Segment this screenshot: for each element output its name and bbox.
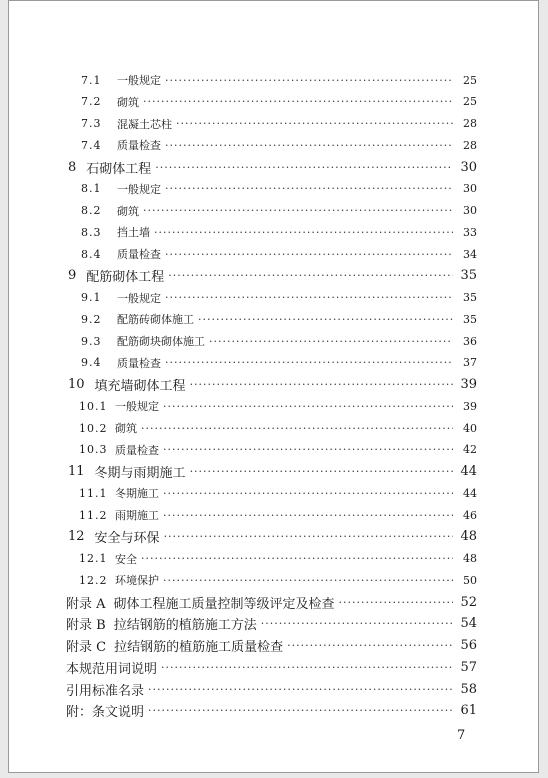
- toc-leader-dots: [163, 400, 453, 413]
- toc-entry-title: 砌筑: [117, 204, 139, 218]
- toc-entry-title: 砌体工程施工质量控制等级评定及检查: [113, 596, 335, 612]
- toc-entry-title: 一般规定: [117, 74, 161, 87]
- toc-leader-dots: [164, 530, 453, 543]
- toc-entry[interactable]: [68, 461, 477, 483]
- toc-entry-title: 冬期施工: [115, 487, 159, 501]
- toc-leader-dots: [141, 552, 453, 565]
- toc-leader-dots: [154, 226, 453, 239]
- toc-entry-number: 8.3: [81, 225, 102, 239]
- toc-entry-title: 一般规定: [117, 182, 161, 196]
- toc-entry-page: 42: [463, 443, 477, 457]
- toc-entry[interactable]: [81, 352, 477, 374]
- toc-entry-page: 52: [460, 594, 477, 610]
- toc-entry-title: 环境保护: [115, 574, 159, 588]
- toc-entry-page: 39: [460, 377, 477, 392]
- toc-entry-number: 8.2: [81, 204, 102, 217]
- toc-entry-title: 质量检查: [117, 139, 161, 153]
- toc-entry-page: 35: [460, 268, 477, 284]
- toc-entry-number: 附录 A: [66, 596, 106, 612]
- toc-entry-title: 挡土墙: [117, 226, 150, 240]
- toc-entry-number: 10.3: [79, 443, 108, 457]
- toc-entry-page: 35: [463, 312, 477, 326]
- toc-entry[interactable]: [81, 200, 477, 222]
- toc-entry[interactable]: [81, 134, 477, 156]
- toc-entry-page: 30: [460, 159, 477, 175]
- toc-leader-dots: [148, 683, 453, 696]
- toc-entry-number: 9.3: [81, 334, 102, 348]
- toc-entry-page: 46: [463, 508, 477, 522]
- toc-entry-page: 34: [463, 247, 477, 261]
- toc-entry-title: 质量检查: [117, 356, 161, 370]
- toc-entry[interactable]: [68, 265, 477, 287]
- toc-entry-title: 拉结钢筋的植筋施工质量检查: [114, 640, 284, 655]
- toc-entry[interactable]: [68, 156, 477, 178]
- toc-entry-page: 50: [463, 573, 477, 587]
- toc-entry-title: 附：条文说明: [66, 705, 145, 721]
- toc-leader-dots: [261, 617, 453, 630]
- toc-entry-page: 25: [463, 95, 477, 109]
- toc-entry[interactable]: [81, 243, 477, 265]
- toc-entry-title: 冬期与雨期施工: [94, 466, 186, 481]
- toc-entry-page: 36: [463, 334, 477, 348]
- toc-leader-dots: [198, 313, 453, 326]
- toc-entry-number: 8.1: [81, 182, 102, 196]
- toc-entry[interactable]: [66, 700, 477, 722]
- toc-entry-page: 61: [460, 703, 477, 719]
- toc-entry-page: 33: [463, 225, 477, 239]
- toc-leader-dots: [163, 443, 453, 456]
- toc-leader-dots: [176, 117, 453, 130]
- toc-entry[interactable]: [66, 591, 477, 613]
- toc-entry[interactable]: [79, 504, 477, 526]
- toc-entry[interactable]: [66, 656, 477, 678]
- toc-entry-page: 28: [463, 138, 477, 152]
- toc-entry-number: 9.1: [81, 291, 102, 304]
- toc-leader-dots: [209, 335, 453, 348]
- toc-entry[interactable]: [81, 330, 477, 352]
- toc-entry[interactable]: [79, 417, 477, 439]
- toc-entry-title: 引用标准名录: [66, 683, 145, 699]
- toc-entry-number: 9.2: [81, 312, 102, 326]
- toc-entry-number: 12.1: [79, 552, 108, 565]
- toc-entry-title: 配筋砌体工程: [86, 270, 165, 286]
- toc-entry-page: 48: [463, 552, 477, 565]
- toc-entry-number: 7.3: [81, 117, 102, 130]
- toc-leader-dots: [339, 596, 453, 609]
- toc-entry-title: 本规范用词说明: [66, 661, 158, 677]
- toc-entry[interactable]: [79, 569, 477, 591]
- toc-leader-dots: [161, 661, 453, 674]
- document-page: [8, 0, 539, 773]
- toc-entry-title: 石砌体工程: [86, 161, 152, 177]
- toc-entry-number: 11: [68, 464, 85, 479]
- toc-entry-number: 9.4: [81, 356, 102, 370]
- toc-entry-page: 37: [463, 356, 477, 370]
- toc-entry-number: 7.4: [81, 138, 102, 152]
- toc-entry-page: 40: [463, 421, 477, 435]
- toc-entry-title: 混凝土芯柱: [117, 117, 172, 131]
- toc-entry-number: 附录 C: [66, 640, 107, 655]
- toc-entry-number: 12: [68, 529, 85, 545]
- toc-entry-title: 安全: [115, 552, 137, 566]
- toc-leader-dots: [148, 704, 453, 717]
- toc-entry-number: 11.2: [79, 508, 108, 522]
- toc-entry-title: 配筋砌块砌体施工: [117, 335, 205, 348]
- toc-entry-title: 安全与环保: [94, 531, 160, 547]
- toc-leader-dots: [143, 95, 453, 108]
- toc-entry[interactable]: [79, 548, 477, 570]
- toc-leader-dots: [165, 182, 453, 195]
- toc-entry-number: 11.1: [79, 486, 108, 500]
- toc-entry-title: 质量检查: [115, 443, 159, 457]
- toc-entry-page: 35: [463, 291, 477, 304]
- toc-entry-title: 砌筑: [117, 95, 139, 109]
- toc-entry-page: 54: [460, 616, 477, 632]
- toc-entry-page: 30: [463, 204, 477, 217]
- toc-leader-dots: [163, 574, 453, 587]
- toc-entry-number: 7.2: [81, 95, 102, 109]
- toc-leader-dots: [143, 204, 453, 217]
- toc-leader-dots: [165, 74, 453, 87]
- toc-leader-dots: [165, 356, 453, 369]
- toc-entry[interactable]: [81, 91, 477, 113]
- toc-leader-dots: [165, 139, 453, 152]
- toc-entry-number: 10: [68, 377, 85, 392]
- toc-leader-dots: [155, 161, 453, 174]
- toc-entry-number: 8: [68, 159, 77, 175]
- toc-leader-dots: [190, 465, 453, 478]
- toc-entry[interactable]: [79, 395, 477, 417]
- toc-leader-dots: [168, 269, 453, 282]
- toc-entry-title: 砌筑: [115, 422, 137, 435]
- toc-leader-dots: [141, 422, 453, 435]
- toc-entry[interactable]: [66, 635, 477, 657]
- toc-entry-title: 拉结钢筋的植筋施工方法: [113, 618, 257, 634]
- toc-entry-title: 一般规定: [117, 291, 161, 305]
- toc-leader-dots: [163, 509, 453, 522]
- toc-entry[interactable]: [81, 287, 477, 309]
- toc-entry[interactable]: [68, 374, 477, 396]
- toc-entry-number: 10.2: [79, 421, 108, 435]
- toc-leader-dots: [165, 291, 453, 304]
- toc-entry-page: 44: [460, 464, 477, 479]
- toc-entry[interactable]: [81, 69, 477, 91]
- toc-leader-dots: [163, 487, 453, 500]
- toc-entry-title: 雨期施工: [115, 509, 159, 522]
- toc-entry[interactable]: [81, 221, 477, 243]
- toc-entry-page: 56: [460, 638, 477, 653]
- toc-entry-title: 质量检查: [117, 248, 161, 261]
- toc-entry-number: 10.1: [79, 399, 108, 413]
- toc-entry-page: 57: [460, 659, 477, 675]
- toc-leader-dots: [190, 378, 453, 391]
- toc-entry-page: 30: [463, 182, 477, 196]
- toc-leader-dots: [165, 248, 453, 261]
- toc-entry-page: 58: [460, 681, 477, 697]
- toc-entry-title: 配筋砖砌体施工: [117, 313, 194, 327]
- toc-entry-page: 48: [460, 529, 477, 545]
- page-number: 7: [457, 728, 466, 743]
- toc-entry-number: 12.2: [79, 573, 108, 587]
- toc-entry[interactable]: [79, 482, 477, 504]
- toc-entry[interactable]: [66, 678, 477, 700]
- toc-entry-number: 8.4: [81, 247, 102, 261]
- toc-entry-number: 9: [68, 268, 77, 284]
- toc-entry[interactable]: [66, 613, 477, 635]
- toc-entry-title: 一般规定: [115, 400, 159, 414]
- toc-entry-page: 39: [463, 399, 477, 413]
- toc-entry[interactable]: [81, 308, 477, 330]
- toc-entry[interactable]: [81, 178, 477, 200]
- toc-entry-page: 44: [463, 486, 477, 500]
- toc-entry[interactable]: [81, 113, 477, 135]
- toc-entry[interactable]: [79, 439, 477, 461]
- toc-leader-dots: [287, 639, 453, 652]
- toc-entry-number: 7.1: [81, 73, 102, 87]
- toc-entry[interactable]: [68, 526, 477, 548]
- toc-entry-page: 25: [463, 73, 477, 87]
- toc-entry-page: 28: [463, 117, 477, 130]
- toc-entry-number: 附录 B: [66, 618, 106, 634]
- toc-entry-title: 填充墙砌体工程: [94, 379, 186, 394]
